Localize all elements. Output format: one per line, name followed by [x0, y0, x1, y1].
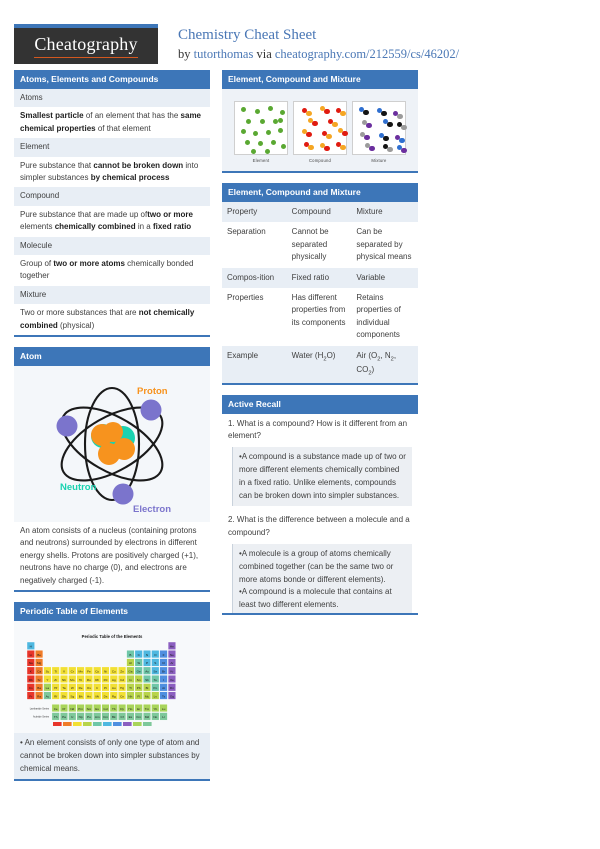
row-definition: Pure substance that cannot be broken down into simpler substances by chemical process: [14, 157, 210, 188]
element-symbol: Te: [153, 677, 157, 682]
element-symbol: Rg: [111, 694, 116, 699]
molecule-dot: [387, 147, 392, 152]
molecule-dot: [324, 109, 329, 114]
recall-question: 2. What is the difference between a molecule and a compound?: [222, 510, 418, 544]
ecm-figure: [222, 89, 418, 171]
element-symbol: Rb: [28, 677, 33, 682]
right-column: [222, 70, 418, 625]
element-symbol: Ar: [170, 661, 174, 666]
row-definition: Group of two or more atoms chemically bonded together: [14, 255, 210, 286]
molecule-dot: [326, 134, 331, 139]
element-symbol: Ce: [53, 706, 58, 711]
element-symbol: Pu: [87, 715, 91, 720]
card-atoms-elements-compounds: [14, 70, 210, 337]
element-symbol: Cu: [111, 669, 116, 674]
element-symbol: C: [137, 652, 140, 657]
element-symbol: Ir: [96, 686, 99, 691]
element-symbol: Ne: [169, 652, 174, 657]
legend-swatch: [143, 722, 152, 726]
element-symbol: Es: [128, 715, 133, 720]
element-symbol: Og: [169, 694, 174, 699]
logo-wordmark: Cheatography: [34, 34, 137, 58]
element-symbol: Ac: [45, 694, 50, 699]
molecule-dot: [258, 141, 263, 146]
molecule-dot: [340, 111, 345, 116]
molecule-dot: [332, 122, 337, 127]
element-symbol: At: [162, 686, 166, 691]
element-symbol: I: [163, 677, 165, 682]
element-symbol: Cn: [120, 694, 125, 699]
molecule-dot: [251, 149, 256, 154]
element-symbol: Se: [153, 669, 158, 674]
element-symbol: Y: [46, 677, 49, 682]
molecule-dot: [340, 145, 345, 150]
molecule-dot: [306, 111, 311, 116]
ecm-mixture-cell: [352, 101, 406, 163]
element-symbol: Db: [62, 694, 66, 699]
legend-swatch: [113, 722, 122, 726]
element-symbol: Cm: [103, 715, 108, 720]
element-symbol: O: [154, 652, 157, 657]
recall-answer: [232, 544, 412, 613]
cell: Compos-ition: [222, 268, 287, 288]
element-symbol: Bh: [78, 694, 83, 699]
molecule-dot: [364, 135, 369, 140]
element-symbol: Lr: [162, 715, 165, 720]
molecule-dot: [265, 149, 270, 154]
element-symbol: Yb: [153, 706, 158, 711]
periodic-table-note: • An element consists of only one type of atom and cannot be broken down into simpler substances by chemical means.: [14, 733, 210, 779]
element-symbol: Mt: [95, 694, 99, 699]
element-symbol: Tc: [79, 677, 83, 682]
card-ecm-figure: [222, 70, 418, 173]
recall-answer: •A compound is a substance made up of two or more different elements chemically combined in a fixed ratio. Unlike elements, compounds can be broken down into simpler substances.: [232, 447, 412, 506]
cell: Can be separated by physical means: [351, 222, 418, 267]
element-symbol: Hs: [87, 694, 91, 699]
molecule-dot: [369, 146, 374, 151]
molecule-dot: [397, 114, 402, 119]
element-symbol: Nh: [128, 694, 133, 699]
molecule-dot: [401, 148, 406, 153]
definition-rows: [14, 89, 210, 335]
element-symbol: Zr: [54, 677, 58, 682]
element-symbol: Ga: [128, 669, 133, 674]
cell: Air ($O_2$, $N_2$, $CO_2$): [351, 346, 418, 383]
element-symbol: Th: [53, 715, 58, 720]
element-symbol: Kr: [170, 669, 174, 674]
element-symbol: Ge: [136, 669, 141, 674]
cell: Cannot be separated physically: [287, 222, 352, 267]
element-symbol: Fr: [29, 694, 33, 699]
legend-swatch: [63, 722, 72, 726]
element-symbol: Sr: [37, 677, 41, 682]
element-symbol: U: [71, 715, 74, 720]
element-symbol: Bk: [111, 715, 116, 720]
element-symbol: W: [70, 686, 74, 691]
table-row: [222, 346, 418, 383]
molecule-dot: [253, 131, 258, 136]
molecule-dot: [280, 110, 285, 115]
byline: [178, 47, 459, 62]
element-symbol: Xe: [170, 677, 174, 682]
element-symbol: S: [154, 661, 157, 666]
element-symbol: Lu: [161, 706, 166, 711]
element-symbol: Fl: [137, 694, 140, 699]
card-title: Element, Compound and Mixture: [222, 183, 418, 202]
element-symbol: P: [145, 661, 149, 666]
left-column: [14, 70, 210, 791]
element-symbol: Au: [111, 686, 116, 691]
element-symbol: Pt: [104, 686, 107, 691]
element-symbol: Rh: [95, 677, 100, 682]
periodic-table-figure: [14, 621, 210, 733]
ecm-caption: Compound: [308, 158, 332, 164]
periodic-table-title: Periodic Table of the Elements: [81, 633, 143, 639]
element-symbol: Tm: [144, 706, 150, 711]
element-symbol: Rn: [169, 686, 174, 691]
element-symbol: Nd: [70, 706, 75, 711]
electron-label: Electron: [133, 503, 172, 515]
cell: Properties: [222, 288, 287, 346]
legend-swatch: [123, 722, 132, 726]
cell: Retains properties of individual components: [351, 288, 418, 346]
author-link[interactable]: tutorthomas: [193, 46, 254, 61]
element-symbol: Pb: [136, 686, 141, 691]
byline-prefix: by: [178, 46, 194, 61]
card-title: Active Recall: [222, 395, 418, 414]
cheatography-logo[interactable]: [14, 24, 158, 64]
element-symbol: Np: [78, 715, 83, 720]
columns: [14, 70, 586, 791]
element-symbol: Lv: [153, 694, 157, 699]
element-symbol: Ts: [162, 694, 166, 699]
row-term: Molecule: [14, 237, 210, 255]
element-symbol: Sn: [136, 677, 141, 682]
cell: Water $(H_2O)$: [287, 346, 352, 383]
column-header: Compound: [287, 202, 352, 222]
molecule-dot: [308, 145, 313, 150]
column-header: Property: [222, 202, 287, 222]
element-symbol: Sm: [86, 706, 92, 711]
ecm-element-box: [234, 101, 288, 155]
molecule-dot: [383, 136, 388, 141]
element-symbol: Pm: [78, 706, 83, 711]
element-symbol: Mg: [36, 661, 42, 666]
element-symbol: Md: [144, 715, 150, 720]
legend-swatch: [93, 722, 102, 726]
element-symbol: Li: [29, 652, 33, 657]
cell: Fixed ratio: [287, 268, 352, 288]
recall-answer-line: •A compound is a molecule that contains at least two different elements.: [239, 587, 392, 610]
row-definition: Pure substance that are made up oftwo or more elements chemically combined in a fixed ratio: [14, 206, 210, 237]
legend-swatch: [103, 722, 112, 726]
molecule-dot: [260, 119, 265, 124]
element-symbol: H: [29, 644, 32, 649]
masthead: [14, 0, 586, 62]
element-symbol: Po: [153, 686, 158, 691]
element-symbol: Br: [162, 669, 166, 674]
element-symbol: Tb: [111, 706, 116, 711]
periodic-table-svg: [19, 624, 205, 730]
legend-swatch: [83, 722, 92, 726]
cell: Separation: [222, 222, 287, 267]
title-block: [178, 24, 459, 62]
element-symbol: Bi: [145, 686, 149, 691]
card-periodic-table: [14, 602, 210, 781]
card-title: Periodic Table of Elements: [14, 602, 210, 621]
atom-diagram-svg: [37, 370, 187, 518]
molecule-dot: [387, 122, 392, 127]
molecule-dot: [241, 107, 246, 112]
card-atom: [14, 347, 210, 592]
recall-question: 1. What is a compound? How is it different from an element?: [222, 414, 418, 448]
molecule-dot: [312, 121, 317, 126]
element-symbol: As: [145, 669, 149, 674]
element-symbol: Ru: [86, 677, 91, 682]
element-symbol: Mo: [70, 677, 75, 682]
element-symbol: Gd: [103, 706, 108, 711]
element-symbol: Pa: [62, 715, 66, 720]
series-label: Lanthanide Series: [29, 707, 49, 711]
element-symbol: Fe: [87, 669, 91, 674]
element-symbol: La: [45, 686, 50, 691]
element-symbol: Zn: [120, 669, 124, 674]
source-url-link[interactable]: cheatography.com/212559/cs/46202/: [274, 46, 460, 61]
molecule-dot: [266, 130, 271, 135]
element-symbol: N: [145, 652, 149, 657]
element-symbol: Ds: [103, 694, 108, 699]
row-term: Mixture: [14, 286, 210, 304]
ecm-compound-cell: [293, 101, 347, 163]
card-active-recall: [222, 395, 418, 615]
element-symbol: Eu: [95, 706, 100, 711]
element-symbol: Sb: [145, 677, 149, 682]
row-definition: Smallest particle of an element that has the same chemical properties of that element: [14, 107, 210, 138]
element-symbol: Si: [137, 661, 141, 666]
element-symbol: Al: [129, 661, 132, 666]
element-symbol: Ni: [104, 669, 107, 674]
element-symbol: Mc: [144, 694, 150, 699]
row-term: Compound: [14, 187, 210, 205]
element-symbol: Ag: [111, 677, 116, 682]
element-symbol: Na: [28, 661, 33, 666]
atom-figure: [14, 366, 210, 522]
row-definition: Two or more substances that are not chemically combined (physical): [14, 304, 210, 335]
element-symbol: Ta: [62, 686, 66, 691]
molecule-dot: [246, 119, 251, 124]
recall-answer-line: •A molecule is a group of atoms chemically combined together (can be the same two or more atoms bonde or different elements).: [239, 549, 394, 584]
element-symbol: Ti: [54, 669, 57, 674]
element-symbol: Os: [86, 686, 91, 691]
ecm-caption: Element: [252, 158, 270, 164]
element-symbol: Dy: [120, 706, 124, 711]
element-symbol: Mn: [78, 669, 83, 674]
cell: Variable: [351, 268, 418, 288]
element-symbol: Pr: [62, 706, 66, 711]
molecule-dot: [381, 111, 386, 116]
legend-swatch: [133, 722, 142, 726]
card-title: Atoms, Elements and Compounds: [14, 70, 210, 89]
row-term: Atoms: [14, 89, 210, 107]
element-symbol: Ra: [37, 694, 42, 699]
element-symbol: Ca: [37, 669, 42, 674]
neutron-label: Neutron: [60, 481, 97, 493]
row-term: Element: [14, 138, 210, 156]
page-title: Chemistry Cheat Sheet: [178, 27, 317, 43]
molecule-dot: [324, 146, 329, 151]
cell: Example: [222, 346, 287, 383]
byline-via: via: [253, 46, 275, 61]
molecule-dot: [306, 132, 311, 137]
legend-swatch: [53, 722, 62, 726]
element-symbol: Fm: [136, 715, 141, 720]
table-header-row: [222, 202, 418, 222]
molecule-dot: [278, 128, 283, 133]
ecm-mixture-box: [352, 101, 406, 155]
atom-note: An atom consists of a nucleus (containing protons and neutrons) surrounded by electrons in different energy shells. Protons are positively charged (+1), neutrons have no charge (0), and electrons are negatively charged (-1).: [14, 522, 210, 590]
ecm-element-cell: [234, 101, 288, 163]
element-symbol: Sc: [45, 669, 50, 674]
element-symbol: Am: [94, 715, 100, 720]
table-row: [222, 268, 418, 288]
element-symbol: Rf: [54, 694, 58, 699]
element-symbol: Cr: [70, 669, 74, 674]
element-symbol: In: [129, 677, 132, 682]
element-symbol: Cl: [162, 661, 166, 666]
ecm-compound-box: [293, 101, 347, 155]
series-label: Actinide Series: [33, 715, 49, 719]
molecule-dot: [342, 131, 347, 136]
element-symbol: Cs: [28, 686, 33, 691]
element-symbol: Ho: [128, 706, 133, 711]
column-header: Mixture: [351, 202, 418, 222]
element-symbol: B: [129, 652, 132, 657]
element-symbol: Be: [37, 652, 41, 657]
element-symbol: Hf: [54, 686, 58, 691]
card-ecm-table: [222, 183, 418, 385]
molecule-dot: [401, 125, 406, 130]
molecule-dot: [278, 118, 283, 123]
table-row: [222, 288, 418, 346]
element-symbol: F: [162, 652, 165, 657]
card-title: Atom: [14, 347, 210, 366]
element-symbol: Hg: [120, 686, 125, 691]
element-symbol: Nb: [62, 677, 66, 682]
molecule-dot: [241, 129, 246, 134]
element-symbol: No: [153, 715, 158, 720]
cell: Has different properties from its components: [287, 288, 352, 346]
legend-swatch: [73, 722, 82, 726]
element-symbol: Tl: [129, 686, 132, 691]
molecule-dot: [245, 140, 250, 145]
element-symbol: Sg: [70, 694, 75, 699]
molecule-dot: [399, 138, 404, 143]
molecule-dot: [363, 110, 368, 115]
element-symbol: K: [29, 669, 32, 674]
element-symbol: Ba: [37, 686, 41, 691]
card-title: Element, Compound and Mixture: [222, 70, 418, 89]
proton-label: Proton: [137, 385, 168, 397]
element-symbol: V: [62, 669, 66, 674]
molecule-dot: [366, 123, 371, 128]
element-symbol: Re: [78, 686, 83, 691]
element-symbol: Pd: [103, 677, 108, 682]
molecule-dot: [255, 109, 260, 114]
table-row: [222, 222, 418, 267]
molecule-dot: [281, 144, 286, 149]
element-symbol: Cf: [120, 715, 124, 720]
molecule-dot: [271, 140, 276, 145]
comparison-table: [222, 202, 418, 383]
molecule-dot: [268, 106, 273, 111]
element-symbol: Cd: [120, 677, 125, 682]
element-symbol: Co: [95, 669, 100, 674]
ecm-caption: Mixture: [371, 158, 387, 164]
element-symbol: He: [169, 644, 174, 649]
element-symbol: Er: [137, 706, 141, 711]
